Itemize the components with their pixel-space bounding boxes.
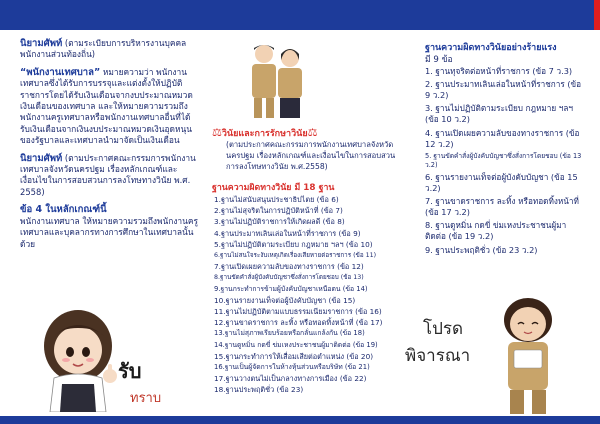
top-banner xyxy=(0,0,600,30)
serious-offense-title: ฐานความผิดทางวินัยอย่างร้ายแรง xyxy=(425,43,557,53)
discipline-section-title xyxy=(212,126,402,140)
stamp-word-1: รับ xyxy=(118,359,142,383)
offense-item: 12.ฐานขาดราชการ ละทิ้ง หรือทอดทิ้งหน้าที่ (ข้อ 17) xyxy=(214,318,383,328)
officer-bowing-illustration xyxy=(478,290,578,416)
serious-offense-item: 1. ฐานทุจริตต่อหน้าที่ราชการ (ข้อ 7 ว.3) xyxy=(425,66,573,76)
discipline-title-text: วินัยและการรักษาวินัย xyxy=(221,129,308,139)
discipline-intro: (ตามประกาศคณะกรรมการพนักงานเทศบาลจังหวัดนครปฐม เรื่องหลักเกณฑ์และเงื่อนไขในการสอบสวนการลงโทษทางวินัย พ.ศ.2558) xyxy=(226,140,396,171)
serious-offense-item: 4. ฐานเปิดเผยความลับของทางราชการ (ข้อ 12 ว.2) xyxy=(425,127,580,149)
definition-paragraph-3 xyxy=(20,153,200,199)
scale-icon: ⚖ xyxy=(212,126,222,139)
definition-text: (ตามประกาศคณะกรรมการพนักงานเทศบาลจังหวัดนครปฐม เรื่องหลักเกณฑ์และเงื่อนไขในการสอบสวนการลงโทษทางวินัย พ.ศ. 2558) xyxy=(20,152,196,197)
definition-text: (ตามระเบียบการบริหารงานบุคคลพนักงานส่วนท้องถิ่น) xyxy=(20,38,187,60)
serious-offense-item: 5. ฐานขัดคำสั่งผู้บังคับบัญชาซึ่งสั่งการโดยชอบ (ข้อ 13 ว.2) xyxy=(425,151,582,169)
definition-paragraph-1 xyxy=(20,38,200,61)
offense-item: 7.ฐานเปิดเผยความลับของทางราชการ (ข้อ 12) xyxy=(214,262,364,272)
serious-offense-item: 6. ฐานรายงานเท็จต่อผู้บังคับบัญชา (ข้อ 15 ว.2) xyxy=(425,171,578,193)
acknowledge-stamp xyxy=(118,355,178,405)
definition-term: “พนักงานเทศบาล” xyxy=(20,66,101,78)
serious-offense-list xyxy=(425,66,585,258)
offense-item: 10.ฐานรายงานเท็จต่อผู้บังคับบัญชา (ข้อ 15) xyxy=(214,295,356,305)
offense-item: 6.ฐานไม่สนใจระงับเหตุเกิดเรื่องเสียหายต่อราชการ (ข้อ 11) xyxy=(214,252,377,260)
serious-offense-item: 7. ฐานขาดราชการ ละทิ้ง หรือทอดทิ้งหน้าที่ (ข้อ 17 ว.2) xyxy=(425,196,579,218)
stamp-word-1: โปรด xyxy=(423,319,464,339)
definitions-column xyxy=(20,38,200,256)
offense-item: 11.ฐานไม่ปฏิบัติตามแบบธรรมเนียมราชการ (ข้อ 16) xyxy=(214,307,382,317)
clause-title: ข้อ 4 ในหลักเกณฑ์นี้ xyxy=(20,204,107,216)
offense-list-title: ฐานความผิดทางวินัย มี 18 ฐาน xyxy=(212,183,335,193)
definition-paragraph-2 xyxy=(20,67,200,147)
offense-list xyxy=(214,194,404,396)
scale-icon: ⚖ xyxy=(307,126,318,139)
offense-item: 17.ฐานวางตนไม่เป็นกลางทางการเมือง (ข้อ 22) xyxy=(214,374,367,384)
offense-item: 18.ฐานประพฤติชั่ว (ข้อ 23) xyxy=(214,385,304,395)
definition-term: นิยามศัพท์ xyxy=(20,38,63,49)
offense-item: 2.ฐานไม่สุจริตในการปฏิบัติหน้าที่ (ข้อ 7) xyxy=(214,206,343,216)
offense-item: 13.ฐานไม่สุภาพเรียบร้อยหรือกลั่นแกล้งกัน (ข้อ 18) xyxy=(214,329,365,338)
top-banner-accent xyxy=(594,0,600,30)
please-consider-stamp xyxy=(405,315,485,365)
offense-item: 4.ฐานประมาทเลินเล่อในหน้าที่ราชการ (ข้อ 9) xyxy=(214,228,361,238)
bottom-banner xyxy=(0,416,600,424)
clause-paragraph xyxy=(20,204,200,250)
serious-offense-count: มี 9 ข้อ xyxy=(425,55,453,65)
offense-item: 16.ฐานเป็นผู้จัดการในห้างหุ้นส่วนหรือบริษัท (ข้อ 21) xyxy=(214,363,370,372)
offense-item: 3.ฐานไม่ปฏิบัติราชการให้เกิดผลดี (ข้อ 8) xyxy=(214,217,345,227)
offense-item: 15.ฐานกระทำการให้เสื่อมเสียต่อตำแหน่ง (ข้อ 20) xyxy=(214,351,374,361)
serious-offense-item: 2. ฐานประมาทเลินเล่อในหน้าที่ราชการ (ข้อ 9 ว.2) xyxy=(425,79,582,101)
stamp-word-2: ทราบ xyxy=(130,391,162,406)
stamp-word-2: พิจารณา xyxy=(405,346,471,366)
serious-offense-item: 8. ฐานดูหมิ่น กดขี่ ข่มเหงประชาชนผู้มาติดต่อ (ข้อ 19 ว.2) xyxy=(425,220,567,242)
clause-text: พนักงานเทศบาล ให้หมายความรวมถึงพนักงานครูเทศบาลและบุคลากรทางการศึกษาในเทศบาลนั้นด้วย xyxy=(20,215,198,249)
offense-item: 14.ฐานดูหมิ่น กดขี่ ข่มเหงประชาชนผู้มาติดต่อ (ข้อ 19) xyxy=(214,340,378,349)
offense-item: 5.ฐานไม่ปฏิบัติตามระเบียบ กฎหมาย ฯลฯ (ข้อ 10) xyxy=(214,239,373,249)
offense-item: 8.ฐานขัดคำสั่งผู้บังคับบัญชาซึ่งสั่งการโดยชอบ (ข้อ 13) xyxy=(214,274,364,282)
offense-item: 1.ฐานไม่สนับสนุนประชาธิปไตย (ข้อ 6) xyxy=(214,195,339,204)
offense-item: 9.ฐานกระทำการข้ามผู้บังคับบัญชาเหนือตน (ข้อ 14) xyxy=(214,284,368,293)
definition-text: หมายความว่า พนักงานเทศบาลซึ่งได้รับการบรรจุและแต่งตั้งให้ปฏิบัติราชการโดยได้รับเงินเดือนจากงบประมาณหมวดเงินเดือนของเทศบาล และให้หมายความรวมถึงพนักงานครูเทศบาลหรือพนักงานเทศบาลอื่นที่ได้รับเงินเดือนจากเงินงบประมาณหมวดเงินอุดหนุนของรัฐบาลและเทศบาลนำมาจัดเป็นเงินเดือน xyxy=(20,66,193,146)
serious-offense-item: 3. ฐานไม่ปฏิบัติตามระเบียบ กฎหมาย ฯลฯ (ข้อ 10 ว.2) xyxy=(425,103,574,125)
serious-offense-item: 9. ฐานประพฤติชั่ว (ข้อ 23 ว.2) xyxy=(425,244,538,255)
officers-illustration xyxy=(236,40,316,120)
definition-term: นิยามศัพท์ xyxy=(20,152,63,164)
